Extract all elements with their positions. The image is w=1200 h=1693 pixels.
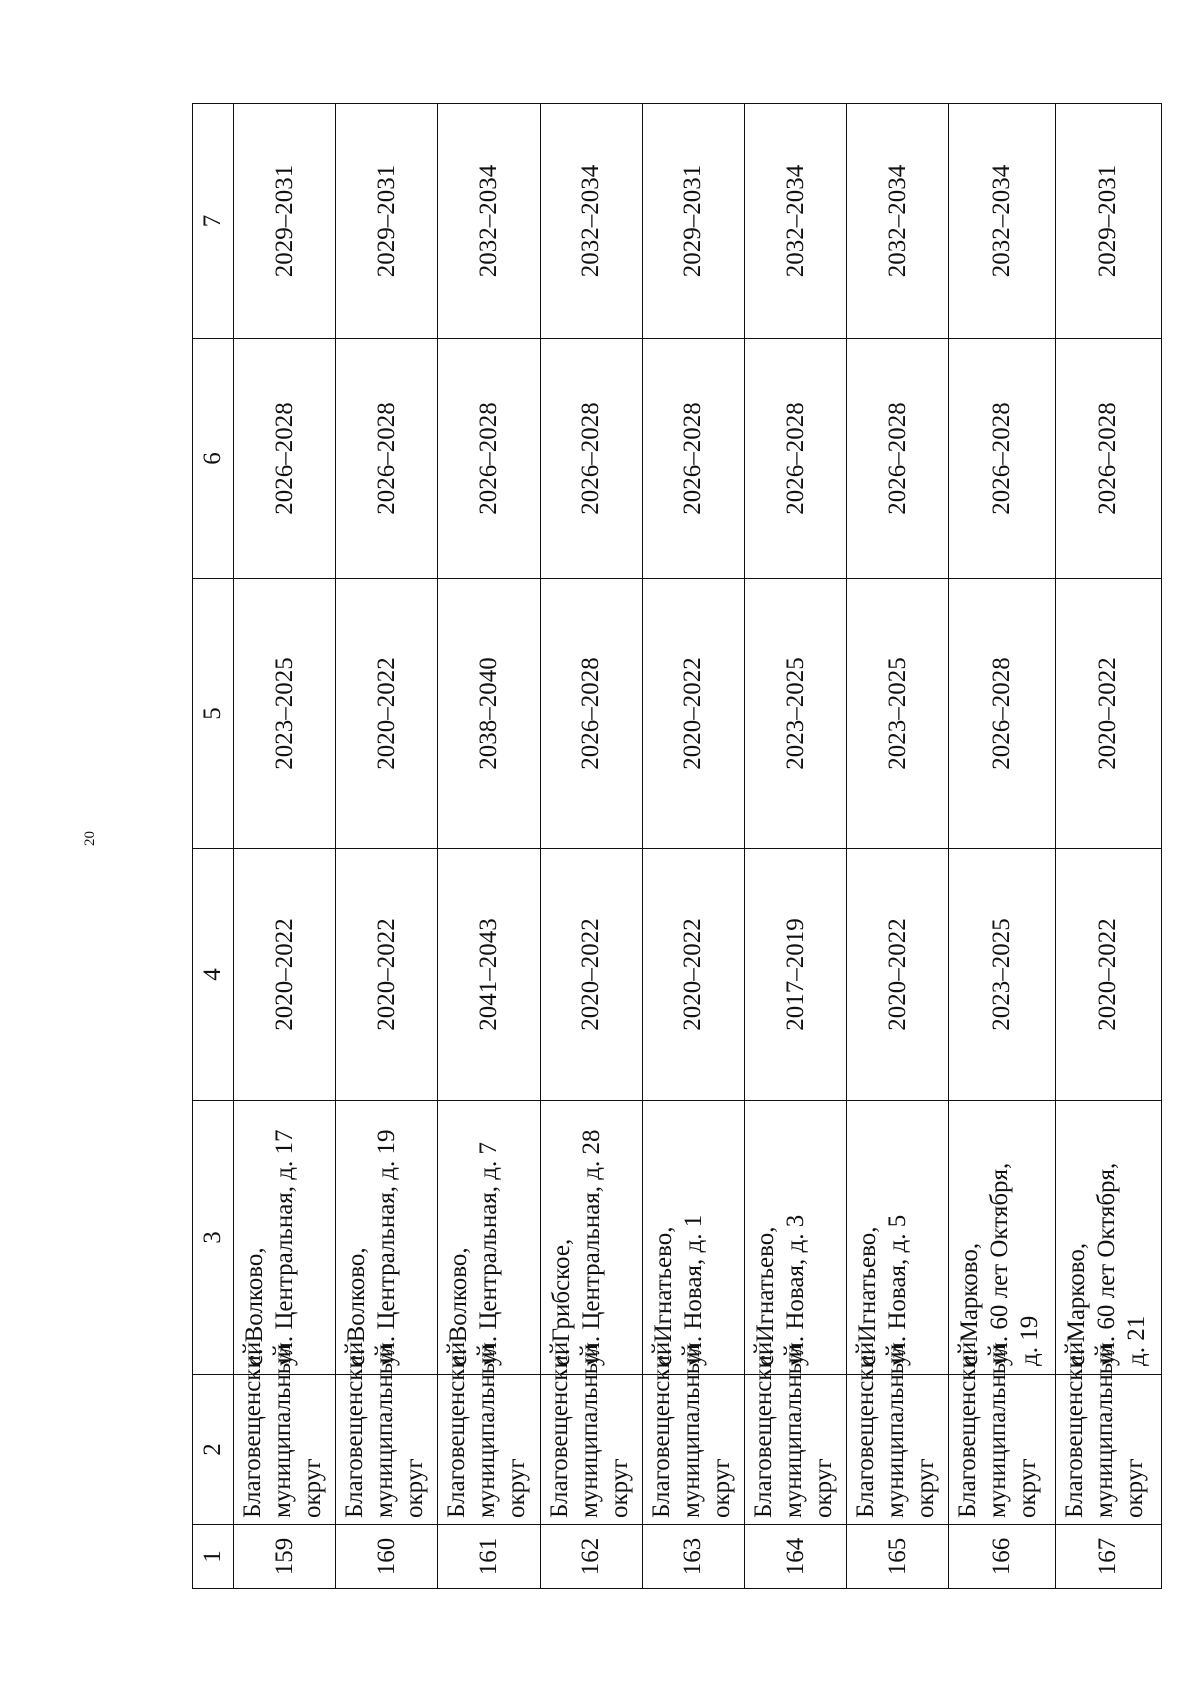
period-cell: 2020–2022 xyxy=(847,849,949,1101)
period-cell: 2023–2025 xyxy=(234,579,336,849)
period-cell: 2020–2022 xyxy=(1055,579,1161,849)
region-cell: Благовещенский муниципальный округ xyxy=(336,1375,438,1525)
address-cell: с. Марково, ул. 60 лет Октября, д. 21 xyxy=(1055,1101,1161,1375)
period-cell: 2026–2028 xyxy=(949,339,1055,579)
period-cell: 2026–2028 xyxy=(847,339,949,579)
period-cell: 2023–2025 xyxy=(949,849,1055,1101)
header-cell: 3 xyxy=(193,1101,234,1375)
address-cell: с. Игнатьево, ул. Новая, д. 5 xyxy=(847,1101,949,1375)
period-cell: 2023–2025 xyxy=(744,579,846,849)
period-cell: 2026–2028 xyxy=(744,339,846,579)
row-number: 165 xyxy=(847,1525,949,1589)
schedule-table xyxy=(192,103,1162,1589)
table-row xyxy=(336,104,438,1589)
period-cell: 2026–2028 xyxy=(949,579,1055,849)
table-row xyxy=(744,104,846,1589)
period-cell: 2026–2028 xyxy=(438,339,540,579)
period-cell: 2026–2028 xyxy=(642,339,744,579)
table-row xyxy=(847,104,949,1589)
period-cell: 2020–2022 xyxy=(336,579,438,849)
period-cell: 2026–2028 xyxy=(234,339,336,579)
row-number: 167 xyxy=(1055,1525,1161,1589)
row-number: 160 xyxy=(336,1525,438,1589)
period-cell: 2026–2028 xyxy=(1055,339,1161,579)
address-cell: с. Игнатьево, ул. Новая, д. 1 xyxy=(642,1101,744,1375)
period-cell: 2029–2031 xyxy=(336,104,438,339)
header-cell: 1 xyxy=(193,1525,234,1589)
period-cell: 2020–2022 xyxy=(336,849,438,1101)
document-sheet xyxy=(192,104,1162,1589)
period-cell: 2026–2028 xyxy=(540,339,642,579)
period-cell: 2026–2028 xyxy=(336,339,438,579)
period-cell: 2026–2028 xyxy=(540,579,642,849)
address-cell: с. Игнатьево, ул. Новая, д. 3 xyxy=(744,1101,846,1375)
row-number: 166 xyxy=(949,1525,1055,1589)
page-number: 20 xyxy=(82,831,98,846)
table-row xyxy=(234,104,336,1589)
period-cell: 2029–2031 xyxy=(1055,104,1161,339)
period-cell: 2032–2034 xyxy=(949,104,1055,339)
row-number: 159 xyxy=(234,1525,336,1589)
period-cell: 2041–2043 xyxy=(438,849,540,1101)
region-cell: Благовещенский муниципальный округ xyxy=(438,1375,540,1525)
period-cell: 2032–2034 xyxy=(540,104,642,339)
region-cell: Благовещенский муниципальный округ xyxy=(642,1375,744,1525)
period-cell: 2020–2022 xyxy=(540,849,642,1101)
region-cell: Благовещенский муниципальный округ xyxy=(744,1375,846,1525)
table-row xyxy=(1055,104,1161,1589)
row-number: 162 xyxy=(540,1525,642,1589)
period-cell: 2020–2022 xyxy=(234,849,336,1101)
region-cell: Благовещенский муниципальный округ xyxy=(1055,1375,1161,1525)
period-cell: 2020–2022 xyxy=(642,579,744,849)
header-cell: 2 xyxy=(193,1375,234,1525)
period-cell: 2032–2034 xyxy=(847,104,949,339)
period-cell: 2032–2034 xyxy=(438,104,540,339)
period-cell: 2032–2034 xyxy=(744,104,846,339)
region-cell: Благовещенский муниципальный округ xyxy=(234,1375,336,1525)
address-cell: с. Волково, ул. Центральная, д. 17 xyxy=(234,1101,336,1375)
period-cell: 2023–2025 xyxy=(847,579,949,849)
period-cell: 2020–2022 xyxy=(642,849,744,1101)
header-cell: 4 xyxy=(193,849,234,1101)
address-cell: с. Марково, ул. 60 лет Октября, д. 19 xyxy=(949,1101,1055,1375)
period-cell: 2029–2031 xyxy=(642,104,744,339)
period-cell: 2029–2031 xyxy=(234,104,336,339)
region-cell: Благовещенский муниципальный округ xyxy=(949,1375,1055,1525)
region-cell: Благовещенский муниципальный округ xyxy=(847,1375,949,1525)
table-row xyxy=(642,104,744,1589)
table-row xyxy=(540,104,642,1589)
header-cell: 7 xyxy=(193,104,234,339)
table-row xyxy=(949,104,1055,1589)
period-cell: 2038–2040 xyxy=(438,579,540,849)
region-cell: Благовещенский муниципальный округ xyxy=(540,1375,642,1525)
address-cell: с. Волково, ул. Центральная, д. 19 xyxy=(336,1101,438,1375)
period-cell: 2020–2022 xyxy=(1055,849,1161,1101)
header-cell: 6 xyxy=(193,339,234,579)
table-row xyxy=(438,104,540,1589)
row-number: 164 xyxy=(744,1525,846,1589)
header-cell: 5 xyxy=(193,579,234,849)
row-number: 163 xyxy=(642,1525,744,1589)
address-cell: с. Грибское, ул. Центральная, д. 28 xyxy=(540,1101,642,1375)
period-cell: 2017–2019 xyxy=(744,849,846,1101)
address-cell: с. Волково, ул. Центральная, д. 7 xyxy=(438,1101,540,1375)
header-row xyxy=(193,104,234,1589)
row-number: 161 xyxy=(438,1525,540,1589)
